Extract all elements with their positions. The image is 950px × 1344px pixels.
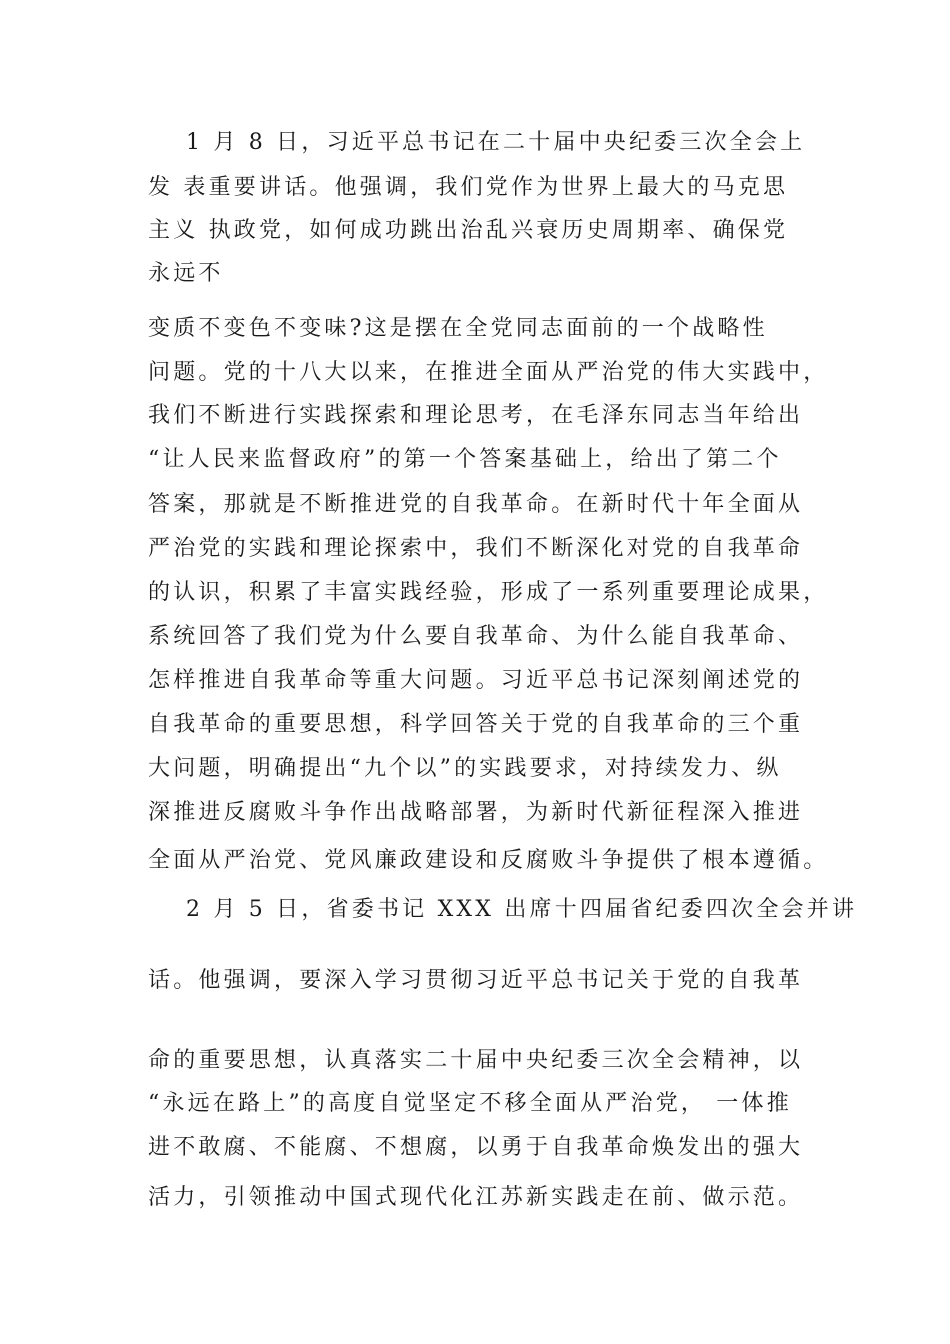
text-line: 自我革命的重要思想，科学回答关于党的自我革命的三个重 <box>148 712 804 737</box>
text-line: 全面从严治党、党风廉政建设和反腐败斗争提供了根本遵循。 <box>148 848 829 873</box>
text-line: 话。他强调，要深入学习贯彻习近平总书记关于党的自我革 <box>148 968 804 993</box>
text-line: 我们不断进行实践探索和理论思考，在毛泽东同志当年给出 <box>148 403 804 428</box>
text-line: “永远在路上”的高度自觉坚定不移全面从严治党， 一体推 <box>148 1091 792 1116</box>
text-line: 1 月 8 日，习近平总书记在二十届中央纪委三次全会上 <box>186 130 806 155</box>
text-line: 进不敢腐、不能腐、不想腐，以勇于自我革命焕发出的强大 <box>148 1135 804 1160</box>
text-line: 主义 执政党，如何成功跳出治乱兴衰历史周期率、确保党 <box>148 218 789 243</box>
text-line: 命的重要思想，认真落实二十届中央纪委三次全会精神，以 <box>148 1048 804 1073</box>
text-line: 大问题，明确提出“九个以”的实践要求，对持续发力、纵 <box>148 756 782 781</box>
text-line: 变质不变色不变味?这是摆在全党同志面前的一个战略性 <box>148 316 768 341</box>
text-line: 系统回答了我们党为什么要自我革命、为什么能自我革命、 <box>148 624 804 649</box>
text-line: 问题。党的十八大以来，在推进全面从严治党的伟大实践中， <box>148 360 829 385</box>
text-line: 的认识，积累了丰富实践经验，形成了一系列重要理论成果， <box>148 580 829 605</box>
text-line: 深推进反腐败斗争作出战略部署，为新时代新征程深入推进 <box>148 800 804 825</box>
text-line: 怎样推进自我革命等重大问题。习近平总书记深刻阐述党的 <box>148 668 804 693</box>
text-line: 永远不 <box>148 261 224 286</box>
text-line: 2 月 5 日，省委书记 XXX 出席十四届省纪委四次全会并讲 <box>186 897 858 922</box>
text-line: 发 表重要讲话。他强调，我们党作为世界上最大的马克思 <box>148 175 789 200</box>
text-line: 严治党的实践和理论探索中，我们不断深化对党的自我革命 <box>148 536 804 561</box>
text-line: 答案，那就是不断推进党的自我革命。在新时代十年全面从 <box>148 492 804 517</box>
text-line: 活力，引领推动中国式现代化江苏新实践走在前、做示范。 <box>148 1185 804 1210</box>
text-line: “让人民来监督政府”的第一个答案基础上，给出了第二个 <box>148 447 782 472</box>
